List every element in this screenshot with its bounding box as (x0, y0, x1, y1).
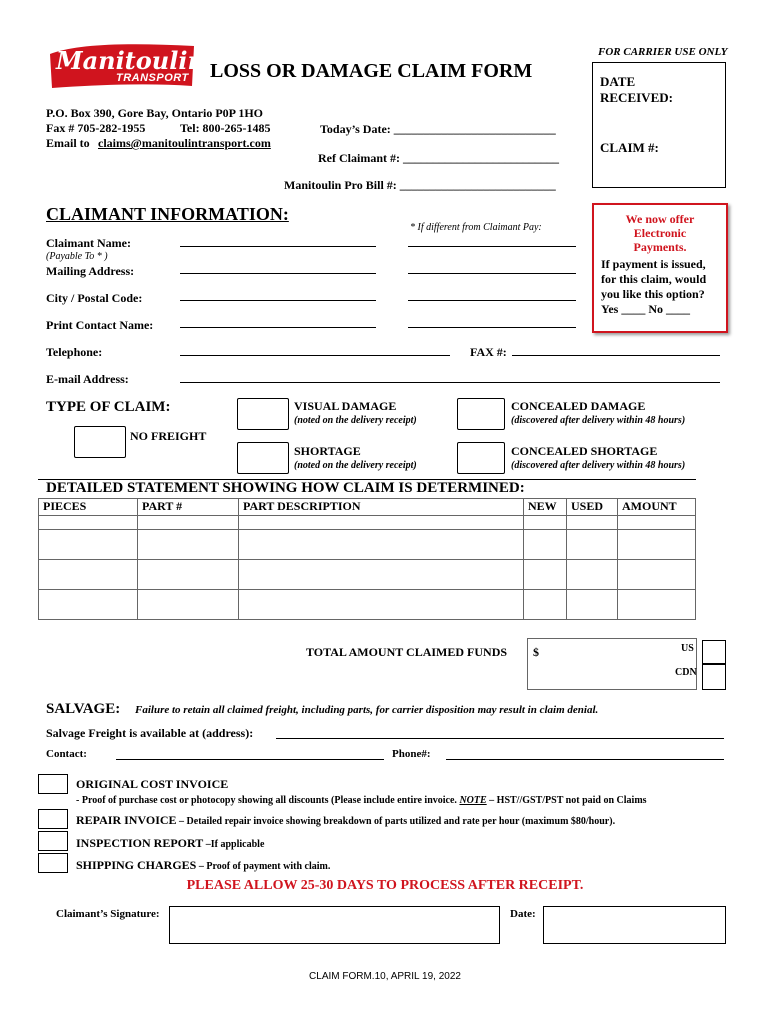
form-title: LOSS OR DAMAGE CLAIM FORM (210, 60, 533, 82)
repair-invoice-row (76, 811, 615, 829)
repair-invoice-checkbox[interactable] (38, 809, 68, 829)
original-cost-checkbox[interactable] (38, 774, 68, 794)
table-row[interactable] (39, 590, 696, 620)
logo-subtitle: TRANSPORT (116, 72, 189, 84)
signature-field[interactable] (169, 906, 500, 944)
email-address-input[interactable] (180, 382, 720, 383)
inspection-report-checkbox[interactable] (38, 831, 68, 851)
shipping-charges-row (76, 856, 330, 874)
logo-wordmark: Manitoulin (56, 46, 205, 75)
telephone-label: Telephone: (46, 345, 103, 359)
contact-name-label: Print Contact Name: (46, 318, 154, 332)
original-cost-note (76, 795, 647, 806)
us-currency-label: US (681, 643, 694, 654)
company-tel: Tel: 800-265-1485 (180, 121, 271, 135)
city-postal-label: City / Postal Code: (46, 291, 143, 305)
col-pieces: PIECES (39, 499, 138, 516)
carrier-use-label: FOR CARRIER USE ONLY (598, 46, 728, 58)
total-amount-field[interactable] (527, 638, 697, 690)
shortage-checkbox[interactable] (237, 442, 289, 474)
ref-claimant-field[interactable]: Ref Claimant #: __________________________ (318, 151, 559, 165)
claim-items-table (38, 498, 696, 620)
payable-to-note: (Payable To * ) (46, 251, 108, 262)
cdn-currency-checkbox[interactable] (702, 664, 726, 690)
original-cost-note-c: – HST//GST/PST not paid on Claims (486, 795, 647, 806)
epayment-offer-1: We now offer (625, 212, 695, 226)
date-received-label: DATE RECEIVED: (600, 74, 673, 105)
original-cost-label: ORIGINAL COST INVOICE (76, 777, 229, 791)
repair-invoice-note: – Detailed repair invoice showing breakdown of parts utilized and rate per hour (maximum $80/hour). (176, 816, 616, 827)
no-freight-label: NO FREIGHT (130, 429, 207, 443)
email-to-label: Email to (46, 136, 90, 150)
claim-number-label: CLAIM #: (600, 140, 659, 155)
col-new: NEW (524, 499, 567, 516)
alt-mailing-input[interactable] (408, 273, 576, 274)
concealed-shortage-note: (discovered after delivery within 48 hours) (511, 460, 686, 471)
telephone-input[interactable] (180, 355, 450, 356)
salvage-contact-input[interactable] (116, 759, 384, 760)
salvage-address-input[interactable] (276, 738, 724, 739)
date-label: Date: (510, 908, 536, 920)
pro-bill-field[interactable]: Manitoulin Pro Bill #: __________________________ (284, 178, 556, 192)
inspection-report-note: –If applicable (203, 839, 265, 850)
processing-notice: PLEASE ALLOW 25-30 DAYS TO PROCESS AFTER RECEIPT. (186, 878, 584, 893)
concealed-damage-checkbox[interactable] (457, 398, 505, 430)
statement-heading: DETAILED STATEMENT SHOWING HOW CLAIM IS DETERMINED: (46, 480, 525, 496)
visual-damage-checkbox[interactable] (237, 398, 289, 430)
claims-email-link[interactable]: claims@manitoulintransport.com (98, 136, 271, 150)
inspection-report-row (76, 834, 264, 852)
us-currency-checkbox[interactable] (702, 640, 726, 664)
epayment-question-1: If payment is issued, (601, 257, 706, 271)
claimant-heading: CLAIMANT INFORMATION: (46, 204, 289, 224)
concealed-damage-note: (discovered after delivery within 48 hours) (511, 415, 686, 426)
col-used: USED (567, 499, 618, 516)
visual-damage-label: VISUAL DAMAGE (294, 399, 397, 413)
original-cost-note-b: NOTE (459, 795, 487, 806)
table-row[interactable] (39, 530, 696, 560)
concealed-shortage-label: CONCEALED SHORTAGE (511, 444, 658, 458)
dollar-sign: $ (533, 645, 539, 659)
inspection-report-label: INSPECTION REPORT (76, 836, 204, 850)
manitoulin-logo (46, 38, 205, 90)
shortage-note: (noted on the delivery receipt) (294, 460, 417, 471)
salvage-warning: Failure to retain all claimed freight, including parts, for carrier disposition may result in claim denial. (135, 704, 599, 716)
col-part-description: PART DESCRIPTION (239, 499, 524, 516)
claimant-name-label: Claimant Name: (46, 236, 131, 250)
concealed-shortage-checkbox[interactable] (457, 442, 505, 474)
epayment-question-2: for this claim, would (601, 272, 707, 286)
email-address-label: E-mail Address: (46, 372, 129, 386)
total-claimed-label: TOTAL AMOUNT CLAIMED FUNDS (306, 645, 508, 659)
alt-name-input[interactable] (408, 246, 576, 247)
visual-damage-note: (noted on the delivery receipt) (294, 415, 417, 426)
no-freight-checkbox[interactable] (74, 426, 126, 458)
repair-invoice-label: REPAIR INVOICE (76, 813, 177, 827)
todays-date-field[interactable]: Today’s Date: ___________________________ (320, 122, 556, 136)
original-cost-note-a: - Proof of purchase cost or photocopy showing all discounts (Please include entire invoice. (76, 795, 460, 806)
alt-city-input[interactable] (408, 300, 576, 301)
col-part-number: PART # (138, 499, 239, 516)
epayment-question-3: you like this option? (601, 287, 705, 301)
salvage-address-label: Salvage Freight is available at (address): (46, 726, 254, 740)
concealed-damage-label: CONCEALED DAMAGE (511, 399, 646, 413)
table-header-row (39, 499, 696, 516)
fax-label: FAX #: (470, 345, 507, 359)
fax-input[interactable] (512, 355, 720, 356)
shipping-charges-label: SHIPPING CHARGES (76, 858, 197, 872)
date-field[interactable] (543, 906, 726, 944)
signature-label: Claimant’s Signature: (56, 908, 160, 920)
epayment-offer-2: Electronic (633, 226, 687, 240)
table-row[interactable] (39, 516, 696, 530)
mailing-address-input[interactable] (180, 273, 376, 274)
company-fax: Fax # 705-282-1955 (46, 121, 146, 135)
city-postal-input[interactable] (180, 300, 376, 301)
table-row[interactable] (39, 560, 696, 590)
salvage-phone-input[interactable] (446, 759, 724, 760)
salvage-heading: SALVAGE: (46, 701, 121, 717)
shipping-charges-note: – Proof of payment with claim. (196, 861, 331, 872)
col-amount: AMOUNT (618, 499, 696, 516)
form-identifier: CLAIM FORM.10, APRIL 19, 2022 (309, 971, 461, 982)
alt-contact-input[interactable] (408, 327, 576, 328)
epayment-offer-3: Payments. (633, 240, 687, 254)
mailing-address-label: Mailing Address: (46, 264, 135, 278)
shortage-label: SHORTAGE (294, 444, 361, 458)
company-address: P.O. Box 390, Gore Bay, Ontario P0P 1HO (46, 106, 264, 120)
salvage-contact-label: Contact: (46, 748, 87, 760)
salvage-phone-label: Phone#: (392, 748, 431, 760)
different-note: * If different from Claimant Pay: (410, 222, 542, 233)
contact-name-input[interactable] (180, 327, 376, 328)
epayment-yes-no[interactable]: Yes ____ No ____ (601, 302, 690, 316)
shipping-charges-checkbox[interactable] (38, 853, 68, 873)
claimant-name-input[interactable] (180, 246, 376, 247)
claim-type-heading: TYPE OF CLAIM: (46, 399, 171, 415)
cdn-currency-label: CDN (675, 667, 697, 678)
